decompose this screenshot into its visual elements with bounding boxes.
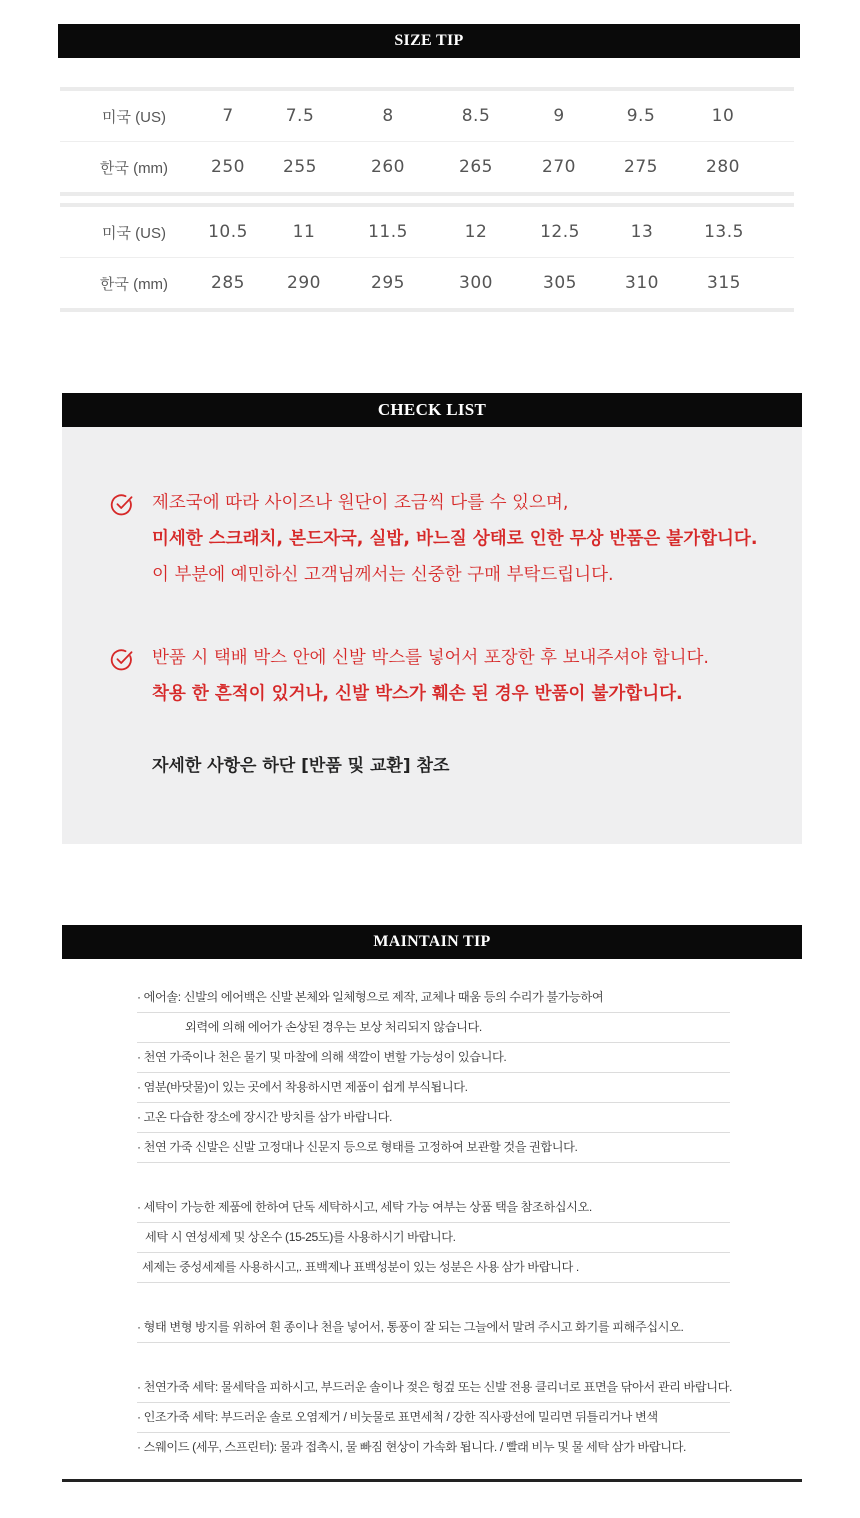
maintain-line: · 천연 가죽 신발은 신발 고정대나 신문지 등으로 형태를 고정하여 보관할 것을 권합니다. xyxy=(137,1132,730,1163)
size-cell: 10 xyxy=(711,106,735,126)
us-size-label: 미국 (US) xyxy=(102,224,166,242)
maintain-line: · 고온 다습한 장소에 장시간 방치를 삼가 바랍니다. xyxy=(137,1102,730,1133)
size-cell: 300 xyxy=(459,273,493,293)
maintain-line: 세제는 중성세제를 사용하시고,. 표백제나 표백성분이 있는 성분은 사용 삼가 바랍니다 . xyxy=(137,1252,730,1283)
check-item-1-line-1: 제조국에 따라 사이즈나 원단이 조금씩 다를 수 있으며, xyxy=(152,493,569,513)
size-cell: 310 xyxy=(625,273,659,293)
size-cell: 13 xyxy=(630,222,654,242)
table-rule xyxy=(60,192,794,196)
check-list-note: 자세한 사항은 하단 [반품 및 교환] 참조 xyxy=(152,756,450,776)
size-cell: 11 xyxy=(292,222,316,242)
size-cell: 13.5 xyxy=(704,222,744,242)
check-circle-icon xyxy=(110,493,134,517)
size-cell: 8.5 xyxy=(461,106,491,126)
size-cell: 12.5 xyxy=(540,222,580,242)
bottom-divider xyxy=(62,1479,802,1482)
size-cell: 265 xyxy=(459,157,493,177)
size-cell: 8 xyxy=(382,106,394,126)
size-cell: 12 xyxy=(464,222,488,242)
size-cell: 255 xyxy=(283,157,317,177)
maintain-line: 외력에 의해 에어가 손상된 경우는 보상 처리되지 않습니다. xyxy=(137,1012,730,1043)
check-item-1-line-2: 미세한 스크래치, 본드자국, 실밥, 바느질 상태로 인한 무상 반품은 불가합니다. xyxy=(152,529,758,549)
size-cell: 270 xyxy=(542,157,576,177)
size-cell: 11.5 xyxy=(368,222,408,242)
table-rule xyxy=(60,308,794,312)
size-cell: 290 xyxy=(287,273,321,293)
check-item-2-line-2: 착용 한 흔적이 있거나, 신발 박스가 훼손 된 경우 반품이 불가합니다. xyxy=(152,684,683,704)
maintain-tip-header: MAINTAIN TIP xyxy=(62,925,802,959)
size-cell: 315 xyxy=(707,273,741,293)
us-size-row xyxy=(60,91,794,142)
maintain-line: · 에어솔: 신발의 에어백은 신발 본체와 일체형으로 제작, 교체나 때움 등의 수리가 불가능하여 xyxy=(137,982,730,1013)
size-cell: 295 xyxy=(371,273,405,293)
maintain-line: · 염분(바닷물)이 있는 곳에서 착용하시면 제품이 쉽게 부식됩니다. xyxy=(137,1072,730,1103)
us-size-label: 미국 (US) xyxy=(102,108,166,126)
maintain-line: · 세탁이 가능한 제품에 한하여 단독 세탁하시고, 세탁 가능 여부는 상품 택을 참조하십시오. xyxy=(137,1192,730,1223)
size-cell: 280 xyxy=(706,157,740,177)
check-list-panel xyxy=(62,427,802,844)
size-tip-header: SIZE TIP xyxy=(58,24,800,58)
size-table-2 xyxy=(60,203,794,312)
size-cell: 9 xyxy=(553,106,565,126)
size-cell: 7.5 xyxy=(285,106,315,126)
size-cell: 260 xyxy=(371,157,405,177)
size-cell: 10.5 xyxy=(208,222,248,242)
maintain-line: · 인조가죽 세탁: 부드러운 솔로 오염제거 / 비눗물로 표면세척 / 강한 직사광선에 밀리면 뒤틀리거나 변색 xyxy=(137,1402,730,1433)
us-size-row xyxy=(60,207,794,258)
size-cell: 250 xyxy=(211,157,245,177)
kr-size-row xyxy=(60,258,794,308)
kr-size-label: 한국 (mm) xyxy=(99,159,169,177)
maintain-line: 세탁 시 연성세제 및 상온수 (15-25도)를 사용하시기 바랍니다. xyxy=(137,1222,730,1253)
size-cell: 7 xyxy=(222,106,234,126)
maintain-line: · 천연 가죽이나 천은 물기 및 마찰에 의해 색깔이 변할 가능성이 있습니다. xyxy=(137,1042,730,1073)
maintain-line: · 스웨이드 (세무, 스프린터): 물과 접촉시, 물 빠짐 현상이 가속화 됩니다. / 빨래 비누 및 물 세탁 삼가 바랍니다. xyxy=(137,1440,686,1454)
kr-size-label: 한국 (mm) xyxy=(99,275,169,293)
maintain-line: · 천연가죽 세탁: 물세탁을 피하시고, 부드러운 솔이나 젖은 헝겊 또는 신발 전용 클리너로 표면을 닦아서 관리 바랍니다. xyxy=(137,1372,730,1403)
check-list-header: CHECK LIST xyxy=(62,393,802,427)
size-cell: 275 xyxy=(624,157,658,177)
check-item-1-line-3: 이 부분에 예민하신 고객님께서는 신중한 구매 부탁드립니다. xyxy=(152,565,614,585)
kr-size-row xyxy=(60,142,794,192)
check-item-2-line-1: 반품 시 택배 박스 안에 신발 박스를 넣어서 포장한 후 보내주셔야 합니다. xyxy=(152,648,709,668)
size-table-1 xyxy=(60,87,794,196)
size-cell: 305 xyxy=(543,273,577,293)
size-cell: 9.5 xyxy=(626,106,656,126)
maintain-line: · 형태 변형 방지를 위하여 흰 종이나 천을 넣어서, 통풍이 잘 되는 그늘에서 말려 주시고 화기를 피해주십시오. xyxy=(137,1312,730,1343)
size-cell: 285 xyxy=(211,273,245,293)
check-circle-icon xyxy=(110,648,134,672)
